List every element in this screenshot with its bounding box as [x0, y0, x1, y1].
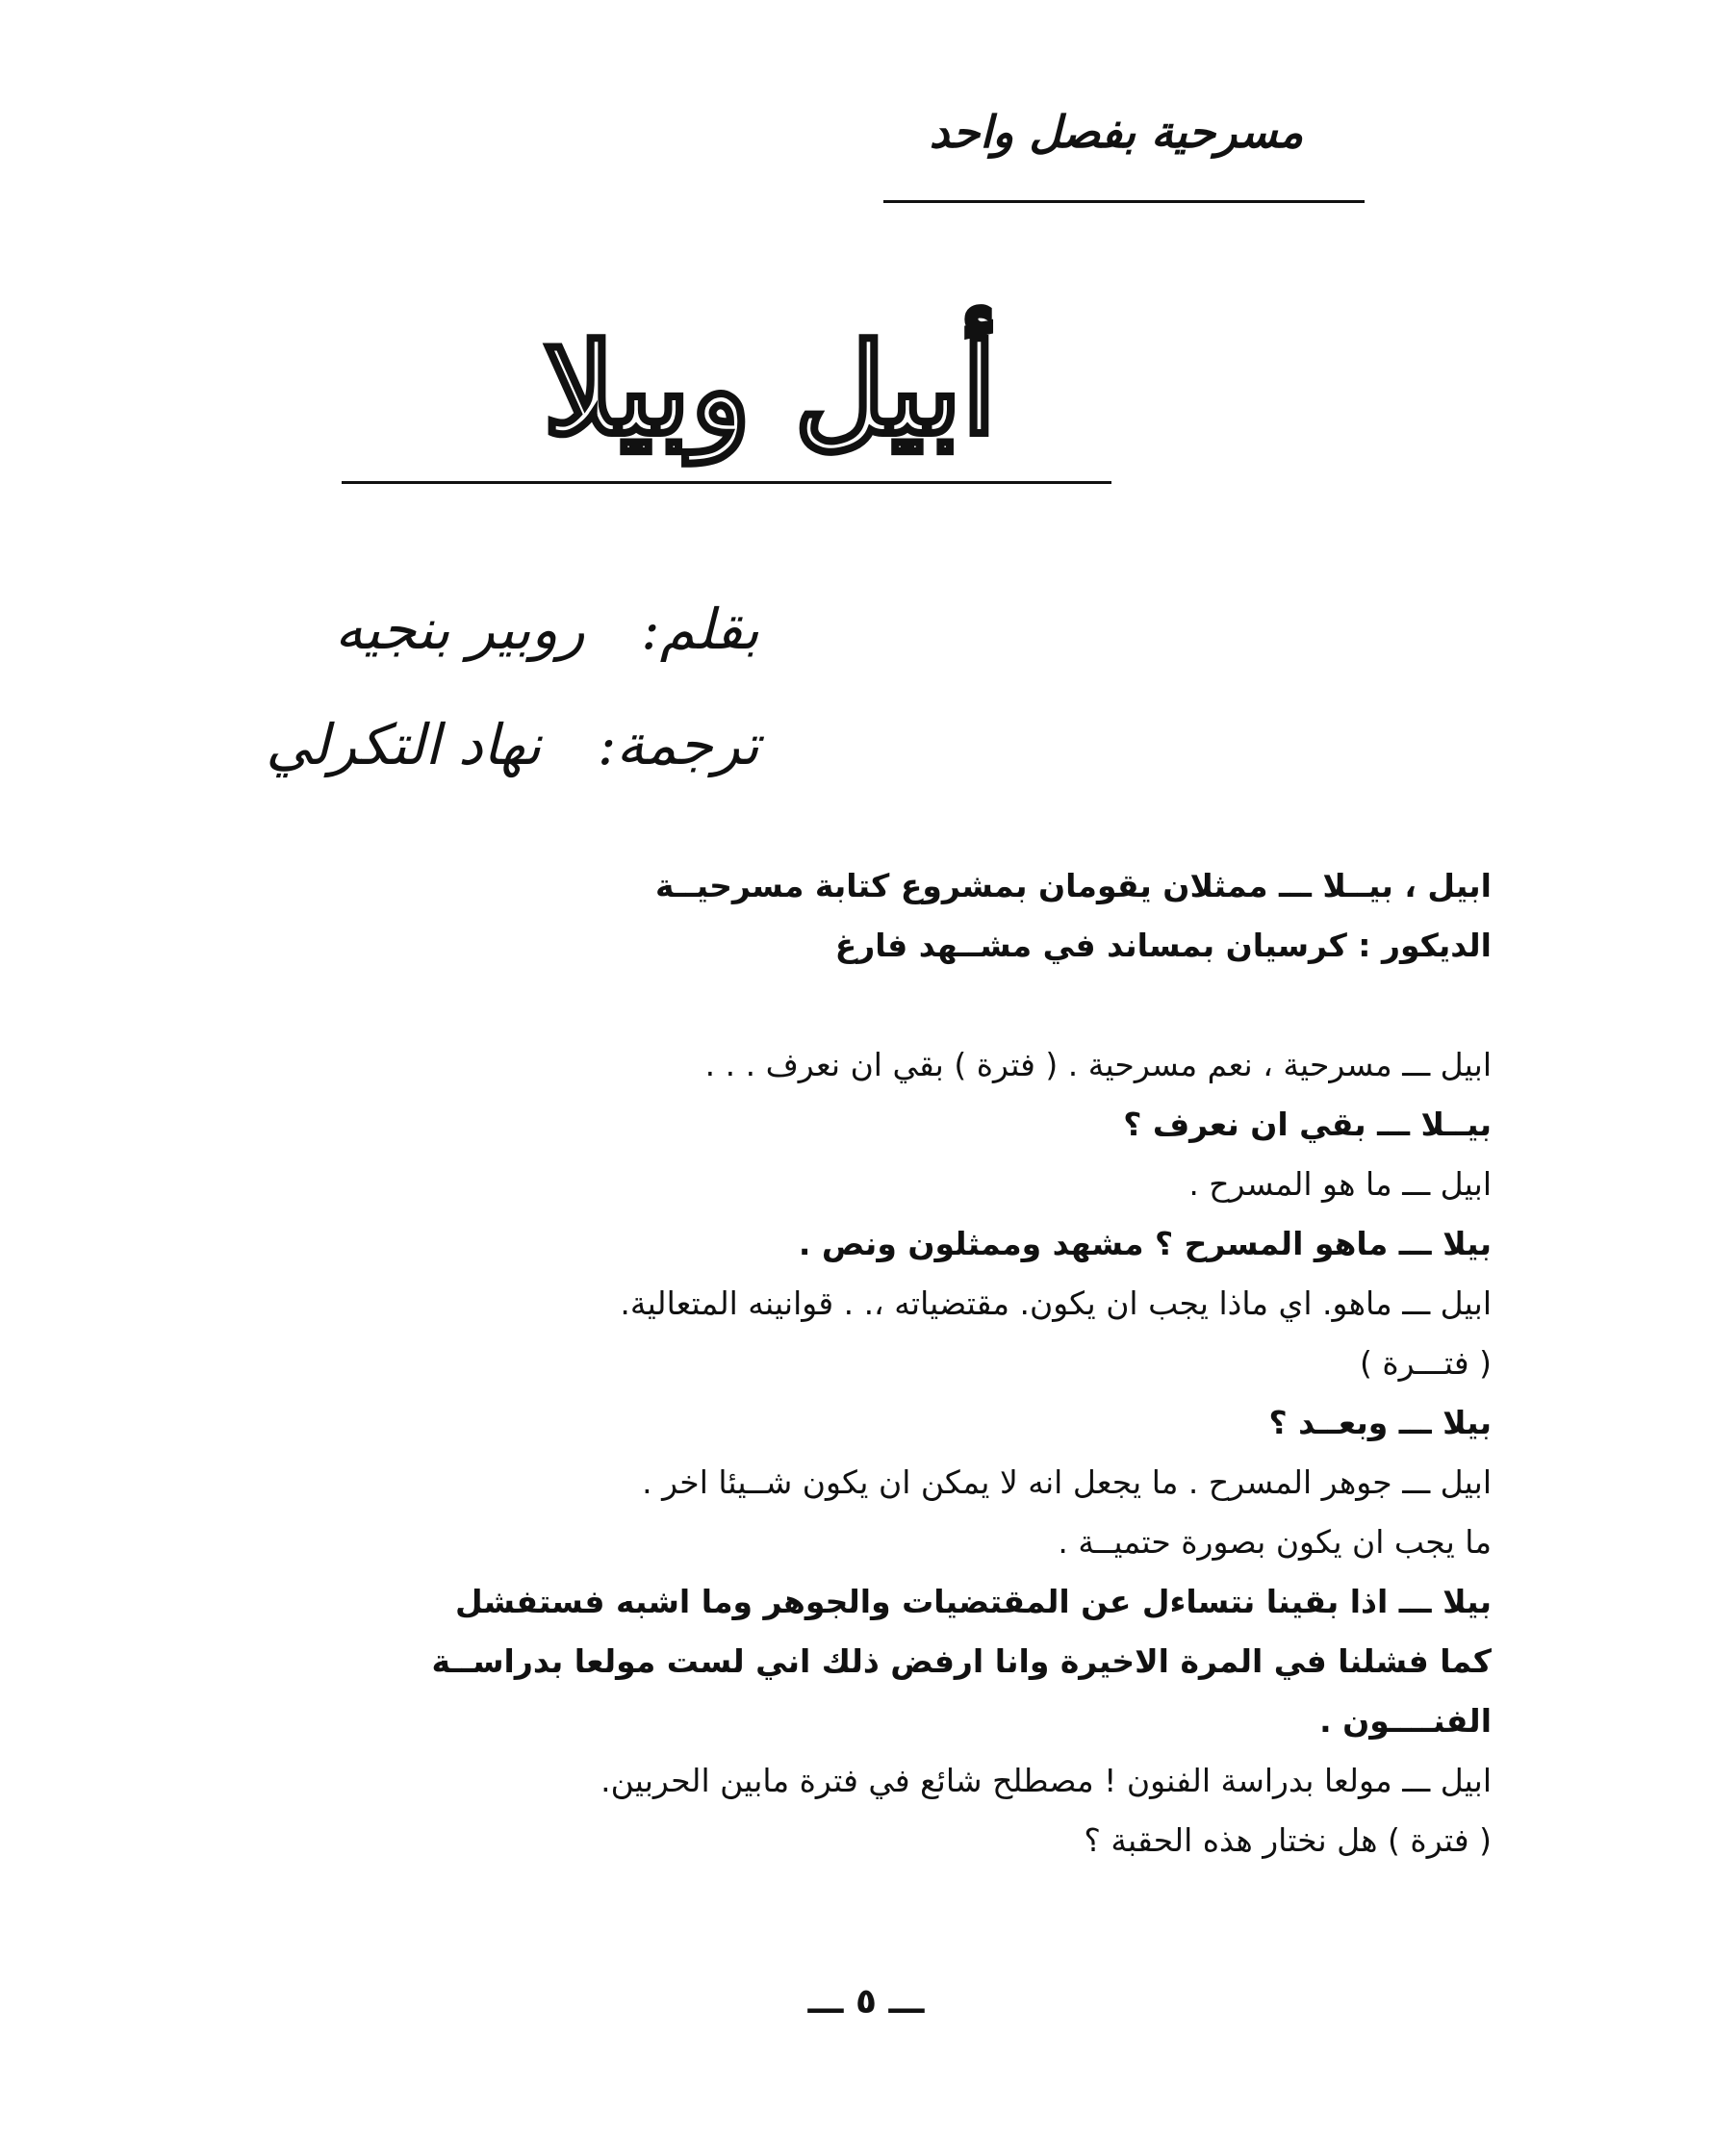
dialogue-line: كما فشلنا في المرة الاخيرة وانا ارفض ذلك اني لست مولعا بدراســة	[431, 1642, 1492, 1680]
translator-label: ترجمة:	[597, 712, 759, 777]
author-credit	[335, 597, 759, 662]
cast-characters: ابيل ، بيــلا ـــ ممثلان يقومان بمشروع كتابة مسرحيــة	[655, 867, 1492, 904]
dialogue-line: ابيل ـــ جوهر المسرح . ما يجعل انه لا يمكن ان يكون شــيئا اخر .	[642, 1463, 1492, 1501]
play-subtitle: مسرحية بفصل واحد	[929, 106, 1304, 158]
dialogue-line: بيــلا ـــ بقي ان نعرف ؟	[1123, 1106, 1492, 1143]
cast-decor: الديكور : كرسيان بمساند في مشــهد فارغ	[834, 927, 1492, 964]
page-number: ـــ ٥ ـــ	[807, 1982, 925, 2022]
dialogue-line: بيلا ـــ وبعــد ؟	[1268, 1404, 1492, 1441]
calligraphic-title	[433, 289, 1107, 481]
title-underline	[342, 481, 1111, 484]
dialogue-line: ابيل ـــ ما هو المسرح .	[1188, 1165, 1492, 1203]
header-underline	[883, 200, 1365, 203]
author-label: بقلم:	[641, 597, 759, 662]
dialogue-line: ما يجب ان يكون بصورة حتميــة .	[1058, 1523, 1492, 1561]
translator-credit	[266, 712, 759, 777]
dialogue-line: ابيل ـــ مسرحية ، نعم مسرحية . ( فترة ) بقي ان نعرف . . .	[704, 1046, 1492, 1083]
dialogue-line: ( فتـــرة )	[1360, 1344, 1492, 1382]
dialogue-list	[202, 1035, 1492, 1870]
play-text	[202, 856, 1492, 1870]
author-name: روبير بنجيه	[334, 597, 585, 662]
dialogue-line: ( فترة ) هل نختار هذه الحقبة ؟	[1084, 1821, 1492, 1859]
dialogue-line: ابيل ـــ مولعا بدراسة الفنون ! مصطلح شائع في فترة مابين الحربين.	[600, 1762, 1492, 1799]
dialogue-line: بيلا ـــ ماهو المسرح ؟ مشهد وممثلون ونص .	[798, 1225, 1492, 1262]
dialogue-line: الفنــــون .	[1319, 1702, 1492, 1740]
calligraphic-title-text: أبيل وبيلا	[543, 316, 997, 463]
dialogue-line: ابيل ـــ ماهو. اي ماذا يجب ان يكون. مقتضياته ،. . قوانينه المتعالية.	[620, 1284, 1492, 1322]
translator-name: نهاد التكرلي	[266, 712, 542, 777]
dialogue-line: بيلا ـــ اذا بقينا نتساءل عن المقتضيات والجوهر وما اشبه فستفشل	[455, 1583, 1492, 1620]
section-gap	[202, 976, 1492, 1035]
